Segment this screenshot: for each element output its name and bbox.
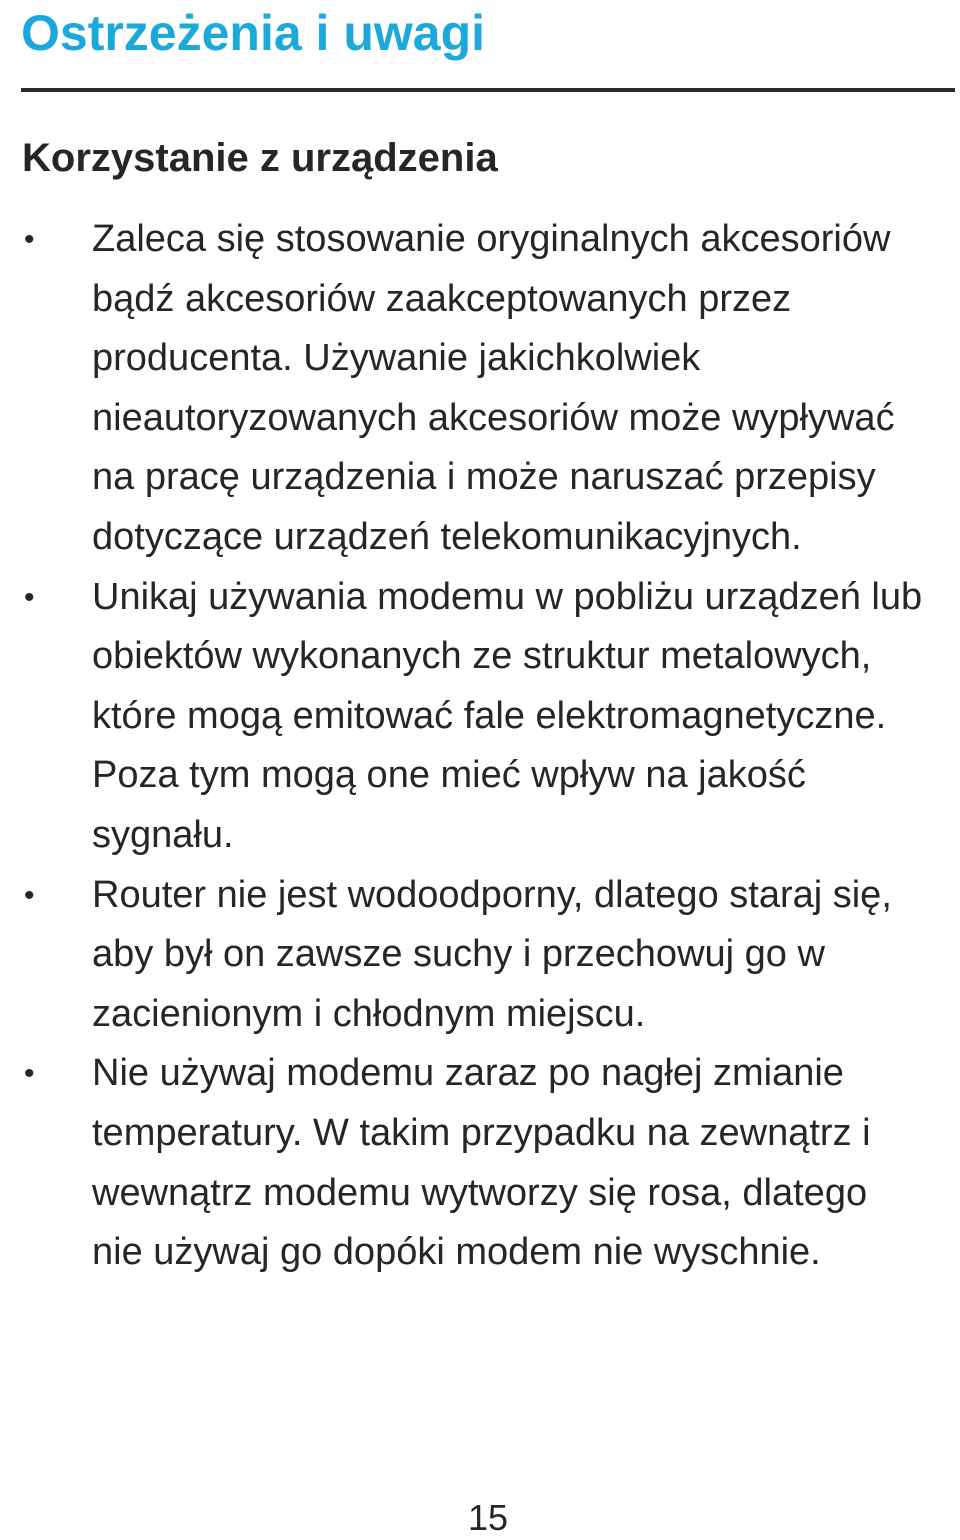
- bullet-text-line: Zaleca się stosowanie oryginalnych akcesoriów: [92, 218, 891, 260]
- bullet-text-line: sygnału.: [92, 813, 234, 856]
- bullet-text-line: aby był on zawsze suchy i przechowuj go w: [92, 933, 825, 976]
- bullet-text-line: Nie używaj modemu zaraz po nagłej zmianie: [92, 1052, 844, 1095]
- section-heading: Korzystanie z urządzenia: [22, 136, 498, 180]
- bullet-text-line: na pracę urządzenia i może naruszać przepisy: [92, 456, 876, 499]
- title-divider: [21, 88, 955, 92]
- bullet-text-line: które mogą emitować fale elektromagnetyczne.: [92, 694, 887, 737]
- bullet-icon: •: [24, 878, 35, 912]
- bullet-icon: •: [24, 223, 35, 256]
- bullet-text-line: Router nie jest wodoodporny, dlatego staraj się,: [92, 873, 892, 916]
- list-item: [0, 1044, 960, 1282]
- page-number: 15: [467, 1497, 509, 1538]
- bullet-text-line: temperatury. W takim przypadku na zewnątrz i: [92, 1111, 871, 1154]
- list-item: [0, 210, 960, 568]
- bullet-icon: •: [24, 1057, 35, 1091]
- page-title: Ostrzeżenia i uwagi: [21, 5, 486, 61]
- bullet-text-line: nie używaj go dopóki modem nie wyschnie.: [92, 1231, 821, 1274]
- bullet-text-line: Unikaj używania modemu w pobliżu urządzeń lub: [92, 575, 923, 618]
- bullet-text-line: wewnątrz modemu wytworzy się rosa, dlatego: [92, 1171, 868, 1214]
- bullet-text-line: obiektów wykonanych ze struktur metalowych,: [92, 635, 872, 678]
- bullet-text-line: nieautoryzowanych akcesoriów może wypływać: [92, 396, 895, 439]
- bullet-text-line: Poza tym mogą one mieć wpływ na jakość: [92, 754, 806, 797]
- warnings-list: [0, 210, 960, 1283]
- bullet-icon: •: [24, 580, 35, 614]
- list-item: [0, 866, 960, 1045]
- bullet-text-line: zacienionym i chłodnym miejscu.: [92, 992, 646, 1035]
- bullet-text-line: dotyczące urządzeń telekomunikacyjnych.: [92, 515, 802, 558]
- bullet-text-line: bądź akcesoriów zaakceptowanych przez: [92, 277, 792, 320]
- list-item: [0, 568, 960, 866]
- bullet-text-line: producenta. Używanie jakichkolwiek: [92, 337, 701, 380]
